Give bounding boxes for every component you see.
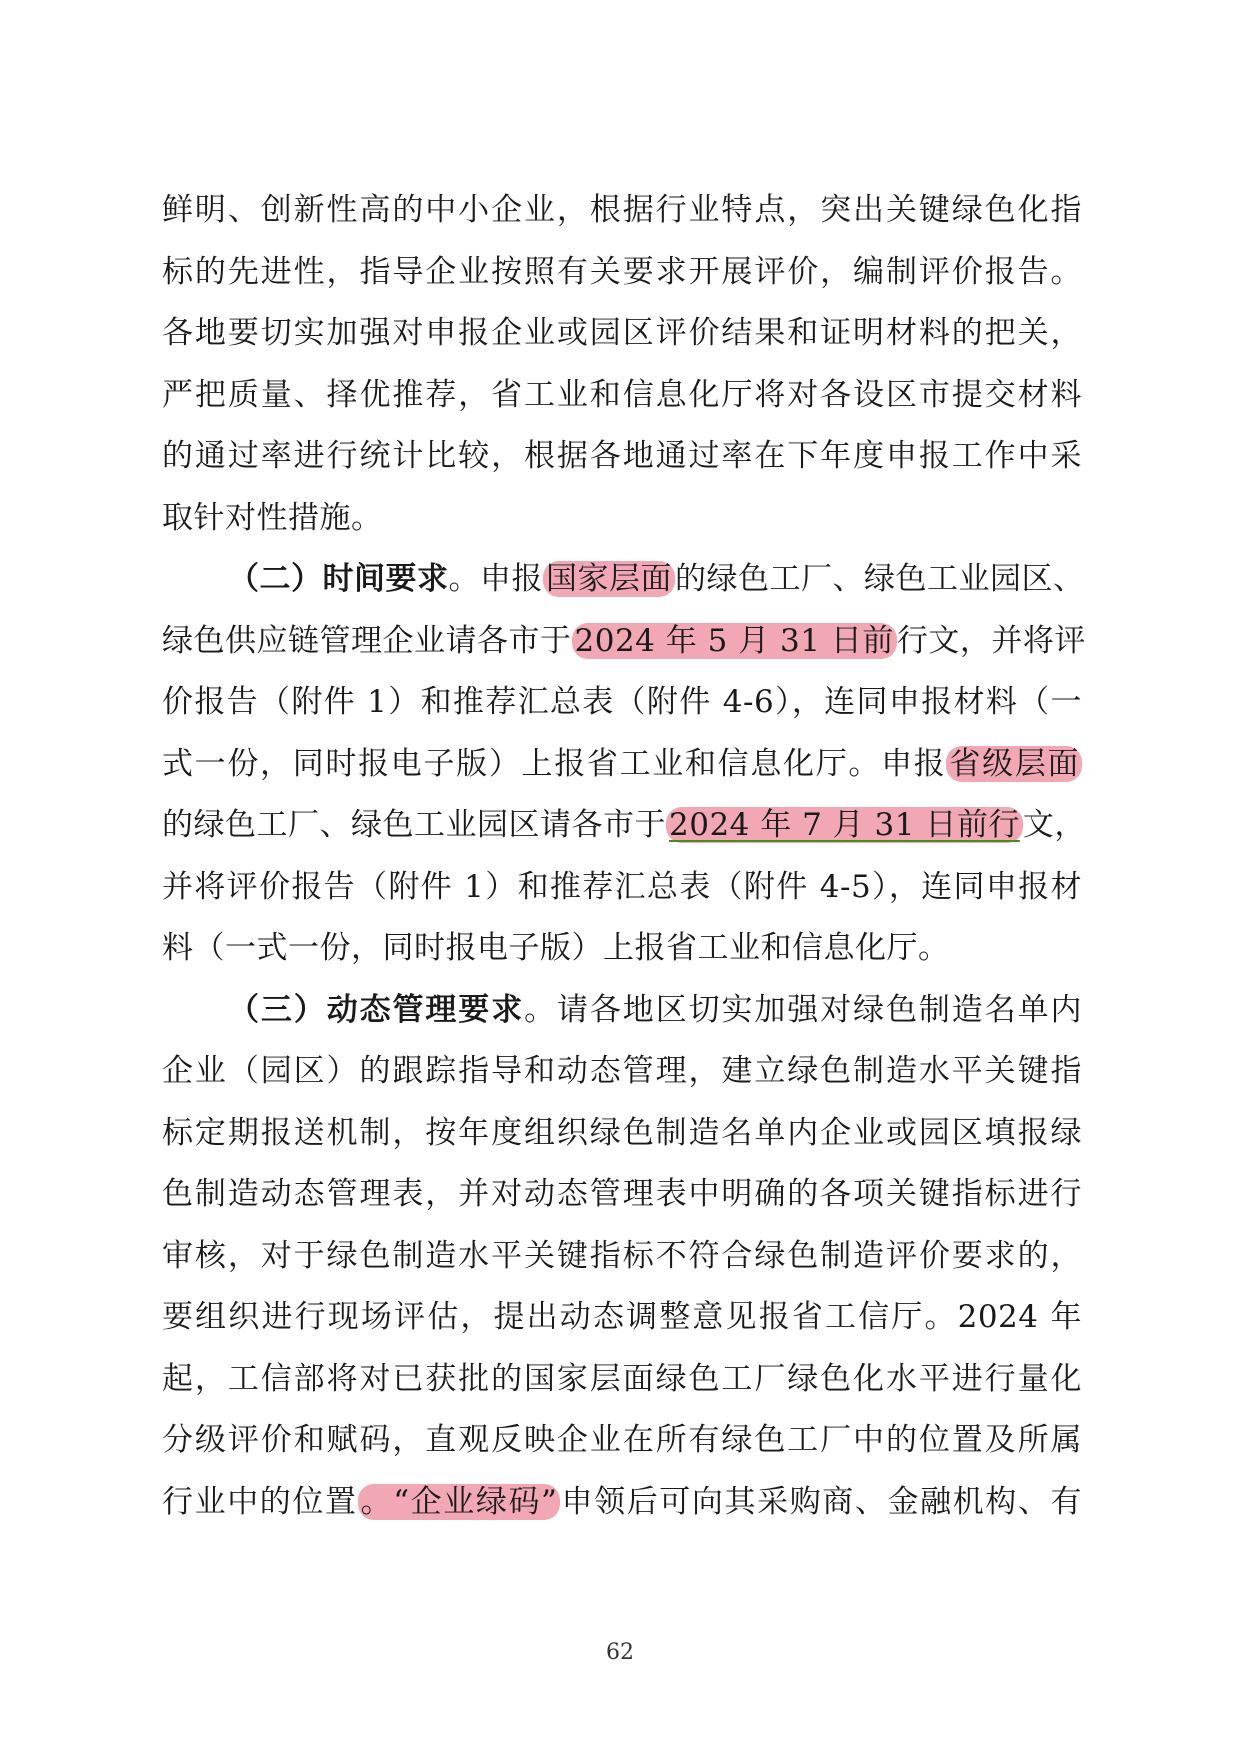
paragraph-dynamic-management [162, 980, 1082, 1042]
text-line: 要组织进行现场评估，提出动态调整意见报省工信厅。2024 年 [162, 1299, 1082, 1335]
text-line: 并将评价报告（附件 1）和推荐汇总表（附件 4-5），连同申报材 [162, 868, 1082, 905]
text-line [162, 734, 1082, 796]
text-line: 各地要切实加强对申报企业或园区评价结果和证明材料的把关， [162, 315, 1082, 351]
text-span: 绿色供应链管理企业请各市于 [162, 622, 572, 659]
text-line: 价报告（附件 1）和推荐汇总表（附件 4-6），连同申报材料（一 [162, 684, 1082, 720]
text-line: 标定期报送机制，按年度组织绿色制造名单内企业或园区填报绿 [162, 1114, 1082, 1151]
text-line: 审核，对于绿色制造水平关键指标不符合绿色制造评价要求的， [162, 1237, 1082, 1274]
text-line: 分级评价和赋码，直观反映企业在所有绿色工厂中的位置及所属 [162, 1422, 1082, 1458]
text-span: 行业中的位置 [162, 1483, 358, 1520]
page-number: 62 [606, 1640, 634, 1665]
highlight-deadline-may: 2024 年 5 月 31 日前 [572, 623, 897, 659]
text-line: 企业（园区）的跟踪指导和动态管理，建立绿色制造水平关键指 [162, 1053, 1082, 1089]
document-body [162, 180, 1086, 1533]
text-line [162, 611, 1086, 673]
text-span: 的绿色工厂、绿色工业园区请各市于 [162, 807, 666, 843]
text-line [162, 795, 1086, 857]
text-line [162, 1472, 1082, 1534]
text-line: 色制造动态管理表，并对动态管理表中明确的各项关键指标进行 [162, 1176, 1082, 1212]
text-span: 的绿色工厂、绿色工业园区、 [675, 561, 1085, 597]
section-heading-dynamic: （三）动态管理要求 [228, 991, 525, 1028]
highlight-deadline-july: 2024 年 7 月 31 日前行 [666, 807, 1023, 843]
paragraph-time-requirements [162, 549, 1085, 611]
text-line: 起，工信部将对已获批的国家层面绿色工厂绿色化水平进行量化 [162, 1360, 1082, 1397]
text-line: 取针对性措施。 [162, 499, 383, 536]
text-span: 申领后可向其采购商、金融机构、有 [560, 1483, 1083, 1520]
highlight-national-level: 国家层面 [543, 561, 675, 597]
text-line: 标的先进性，指导企业按照有关要求开展评价，编制评价报告。 [162, 253, 1082, 290]
text-line: 料（一式一份，同时报电子版）上报省工业和信息化厅。 [162, 930, 950, 966]
text-line: 严把质量、择优推荐，省工业和信息化厅将对各设区市提交材料 [162, 376, 1082, 413]
text-span: 行文，并将评 [896, 622, 1086, 659]
text-span: 。请各地区切实加强对绿色制造名单内 [524, 991, 1083, 1028]
text-line: 鲜明、创新性高的中小企业，根据行业特点，突出关键绿色化指 [162, 192, 1082, 228]
text-span: 。申报 [448, 561, 543, 597]
text-span: 文， [1022, 807, 1086, 843]
text-line: 的通过率进行统计比较，根据各地通过率在下年度申报工作中采 [162, 438, 1082, 474]
highlight-green-code: 。“企业绿码” [358, 1484, 561, 1520]
highlight-provincial-level: 省级层面 [946, 746, 1082, 782]
section-heading-time: （二）时间要求 [228, 561, 449, 597]
text-span: 式一份，同时报电子版）上报省工业和信息化厅。申报 [162, 745, 947, 782]
